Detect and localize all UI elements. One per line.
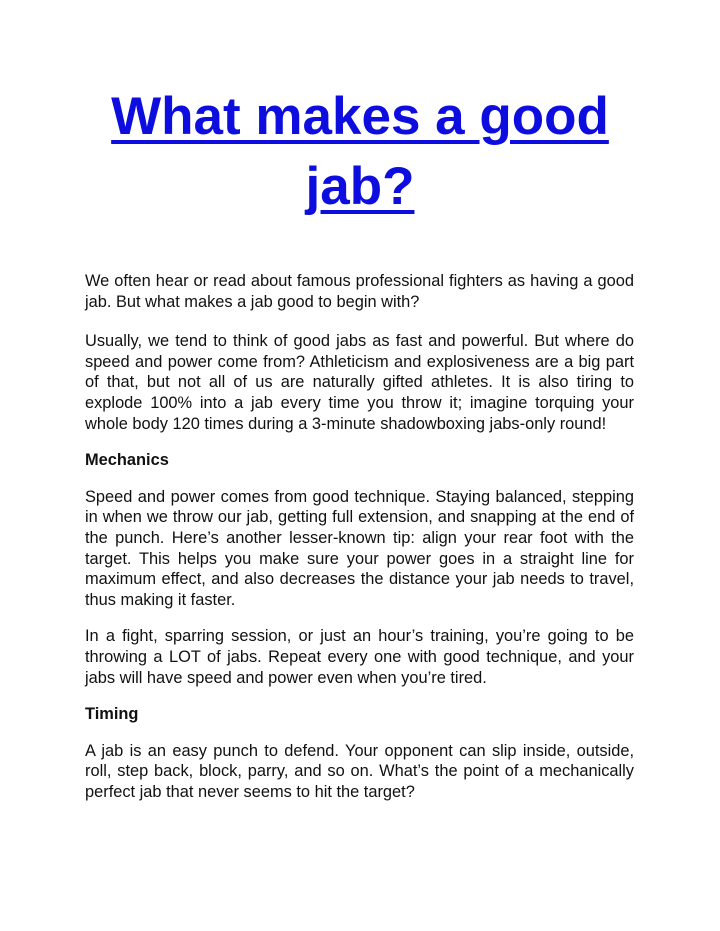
paragraph-intro-2: Usually, we tend to think of good jabs as fast and powerful. But where do speed and power come from? Athleticism and explosiveness are a big part of that, but not all of us are naturally gifted athletes. It is also tiring to explode 100% into a jab every time you throw it; imagine torquing your whole body 120 times during a 3-minute shadowboxing jabs-only round! [85,332,634,433]
section-heading-mechanics: Mechanics [85,451,169,470]
section-heading-timing: Timing [85,705,139,724]
paragraph-timing-1: A jab is an easy punch to defend. Your opponent can slip inside, outside, roll, step back, block, parry, and so on. What’s the point of a mechanically perfect jab that never seems to hit the target? [85,741,634,801]
paragraph-mechanics-1: Speed and power comes from good technique. Staying balanced, stepping in when we throw our jab, getting full extension, and snapping at the end of the punch. Here’s another lesser-known tip: align your rear foot with the target. This helps you make sure your power goes in a straight line for maximum effect, and also decreases the distance your jab needs to travel, thus making it faster. [85,487,634,609]
paragraph-intro-1: We often hear or read about famous professional fighters as having a good jab. But what makes a jab good to begin with? [85,272,634,311]
page-title: What makes a good jab? [111,87,609,216]
article-body [85,271,634,802]
paragraph-mechanics-2: In a fight, sparring session, or just an hour’s training, you’re going to be throwing a LOT of jabs. Repeat every one with good technique, and your jabs will have speed and power even when you’re tired. [85,627,634,687]
